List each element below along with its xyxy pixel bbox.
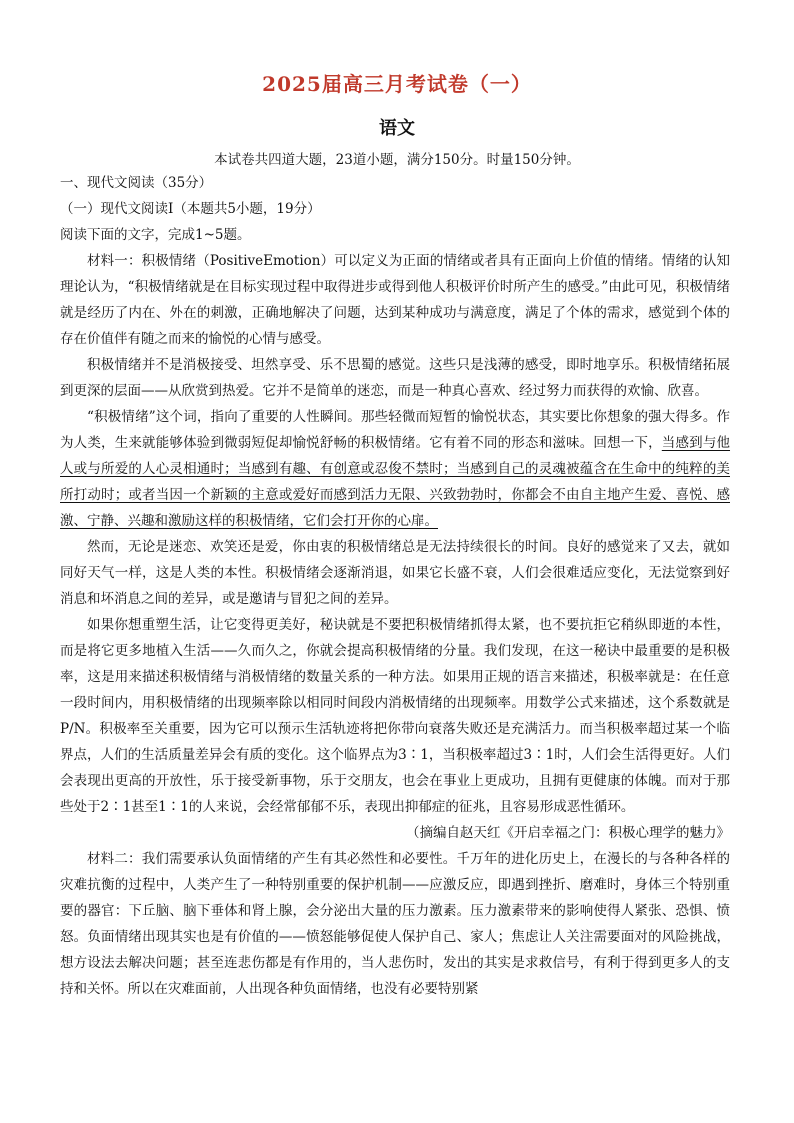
subject-title: 语文 [379,118,415,139]
underlined-passage: 当感到与他人或与所爱的人心灵相通时；当感到有趣、有创意或忍俊不禁时；当感到自己的灵魂被蕴含在生命中的纯粹的美所打动时；或者当因一个新颖的主意或爱好而感到活力无限、兴致勃勃时，你都会不由自主地产生爱、喜悦、感激、宁静、兴趣和激励这样的积极情绪，它们会打开你的心扉。 [60,435,731,529]
material1-source: （摘编自赵天红《开启幸福之门：积极心理学的魅力》 [406,825,730,841]
exam-content [60,170,730,1002]
material2-paragraph-1: 材料二：我们需要承认负面情绪的产生有其必然性和必要性。千万年的进化历史上，在漫长的与各种各样的灾难抗衡的过程中，人类产生了一种特别重要的保护机制——应激反应，即遇到挫折、磨难时，身体三个特别重要的器官：下丘脑、脑下垂体和肾上腺，会分泌出大量的压力激素。压力激素带来的影响使得人紧张、恐惧、愤怒。负面情绪出现其实也是有价值的——愤怒能够促使人保护自己、家人；焦虑让人关注需要面对的风险挑战，想方设法去解决问题；甚至连悲伤都是有作用的，当人悲伤时，发出的其实是求救信号，有利于得到更多人的支持和关怀。所以在灾难面前，人出现各种负面情绪，也没有必要特别紧 [60,851,730,997]
material1-paragraph-3 [60,404,730,534]
section-heading: 一、现代文阅读（35分） [60,175,213,191]
instruction: 阅读下面的文字，完成1~5题。 [60,227,251,243]
sub-section-heading: （一）现代文阅读Ⅰ（本题共5小题，19分） [60,201,321,217]
exam-title: 2025届高三月考试卷（一） [262,72,532,96]
exam-intro: 本试卷共四道大题，23道小题，满分150分。时量150分钟。 [214,152,580,168]
material1-paragraph-1: 材料一：积极情绪（PositiveEmotion）可以定义为正面的情绪或者具有正面向上价值的情绪。情绪的认知理论认为，“积极情绪就是在目标实现过程中取得进步或得到他人积极评价时所产生的感受。”由此可见，积极情绪就是经历了内在、外在的刺激，正确地解决了问题，达到某种成功与满意度，满足了个体的需求，感觉到个体的存在价值伴有随之而来的愉悦的心情与感受。 [60,253,730,347]
material1-paragraph-2: 积极情绪并不是消极接受、坦然享受、乐不思蜀的感觉。这些只是浅薄的感受，即时地享乐。积极情绪拓展到更深的层面——从欣赏到热爱。它并不是简单的迷恋，而是一种真心喜欢、经过努力而获得的欢愉、欣喜。 [60,357,730,399]
material1-paragraph-4: 然而，无论是迷恋、欢笑还是爱，你由衷的积极情绪总是无法持续很长的时间。良好的感觉来了又去，就如同好天气一样，这是人类的本性。积极情绪会逐渐消退，如果它长盛不衰，人们会很难适应变化，无法觉察到好消息和坏消息之间的差异，或是邀请与冒犯之间的差异。 [60,539,730,607]
material1-paragraph-5: 如果你想重塑生活，让它变得更美好，秘诀就是不要把积极情绪抓得太紧，也不要抗拒它稍纵即逝的本性，而是将它更多地植入生活——久而久之，你就会提高积极情绪的分量。我们发现，在这一秘诀中最重要的是积极率，这是用来描述积极情绪与消极情绪的数量关系的一种方法。如果用正规的语言来描述，积极率就是：在任意一段时间内，用积极情绪的出现频率除以相同时间段内消极情绪的出现频率。用数学公式来描述，这个系数就是P/N。积极率至关重要，因为它可以预示生活轨迹将把你带向衰落失败还是充满活力。而当积极率超过某一个临界点，人们的生活质量差异会有质的变化。这个临界点为3∶1，当积极率超过3∶1时，人们会生活得更好。人们会表现出更高的开放性，乐于接受新事物，乐于交朋友，也会在事业上更成功，且拥有更健康的体魄。而对于那些处于2∶1甚至1∶1的人来说，会经常郁郁不乐，表现出抑郁症的征兆，且容易形成恶性循环。 [60,617,730,815]
paragraph-3-text: “积极情绪”这个词，指向了重要的人性瞬间。那些轻微而短暂的愉悦状态，其实要比你想象的强大得多。作为人类，生来就能够体验到微弱短促却愉悦舒畅的积极情绪。它有着不同的形态和滋味。回想一下， [60,409,730,451]
